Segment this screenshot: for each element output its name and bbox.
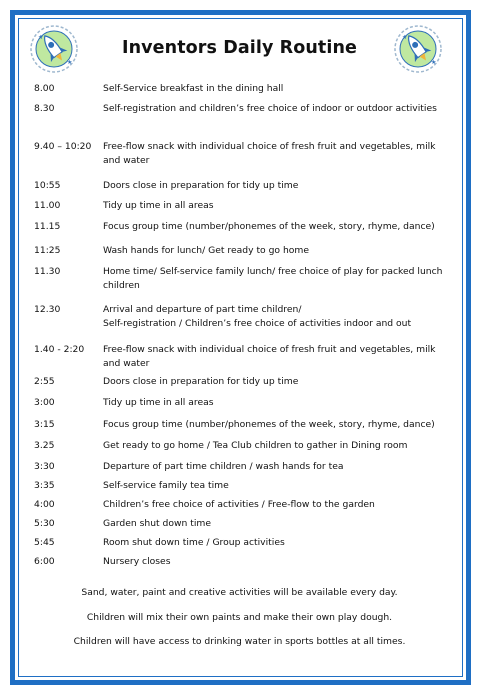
schedule-activity: Tidy up time in all areas: [103, 397, 214, 408]
schedule-time: 5:30: [34, 518, 55, 529]
schedule-activity: Self-registration and children’s free choice of indoor or outdoor activities: [103, 103, 437, 114]
schedule-time: 1.40 - 2:20: [34, 344, 85, 355]
schedule-activity: Self-service family tea time: [103, 480, 229, 491]
schedule-activity: Free-flow snack with individual choice of fresh fruit and vegetables, milk and water: [103, 344, 436, 369]
schedule-time: 11.00: [34, 200, 61, 211]
schedule-time: 10:55: [34, 180, 61, 191]
schedule-time: 8.30: [34, 103, 55, 114]
schedule-time: 3.25: [34, 440, 55, 451]
schedule-activity: Free-flow snack with individual choice of fresh fruit and vegetables, milk and water: [103, 141, 436, 166]
schedule-activity: Children’s free choice of activities / Free-flow to the garden: [103, 499, 375, 510]
schedule-time: 8.00: [34, 83, 55, 94]
schedule-activity: Nursery closes: [103, 556, 171, 567]
svg-text:★: ★: [67, 59, 73, 66]
schedule-activity: Focus group time (number/phonemes of the week, story, rhyme, dance): [103, 419, 435, 430]
schedule-activity: Doors close in preparation for tidy up time: [103, 180, 299, 191]
schedule-activity: Room shut down time / Group activities: [103, 537, 285, 548]
schedule-time: 11.30: [34, 266, 61, 277]
svg-text:★: ★: [402, 34, 408, 41]
schedule-activity: Home time/ Self-service family lunch/ free choice of play for packed lunch children: [103, 266, 443, 291]
note-text: Children will have access to drinking water in sports bottles at all times.: [73, 636, 406, 647]
schedule-activity: Wash hands for lunch/ Get ready to go home: [103, 245, 310, 256]
note-text: Sand, water, paint and creative activities will be available every day.: [81, 587, 398, 598]
schedule-time: 5:45: [34, 537, 55, 548]
schedule-time: 4:00: [34, 499, 55, 510]
schedule-activity: Get ready to go home / Tea Club children to gather in Dining room: [103, 440, 408, 451]
schedule-activity: Arrival and departure of part time children/ Self-registration / Children’s free choice of activities indoor and out: [103, 304, 412, 329]
schedule-time: 6:00: [34, 556, 55, 567]
schedule-activity: Departure of part time children / wash hands for tea: [103, 461, 344, 472]
schedule-time: 9.40 – 10:20: [34, 141, 92, 152]
schedule-activity: Doors close in preparation for tidy up time: [103, 376, 299, 387]
schedule-activity: Tidy up time in all areas: [103, 200, 214, 211]
schedule-time: 11:25: [34, 245, 61, 256]
schedule-time: 3:00: [34, 397, 55, 408]
page-title: Inventors Daily Routine: [121, 38, 357, 58]
schedule-time: 3:30: [34, 461, 55, 472]
schedule-activity: Focus group time (number/phonemes of the week, story, rhyme, dance): [103, 221, 435, 232]
schedule-time: 3:35: [34, 480, 55, 491]
schedule-activity: Self-Service breakfast in the dining hall: [103, 83, 284, 94]
schedule-time: 11.15: [34, 221, 61, 232]
svg-text:★: ★: [431, 59, 437, 66]
schedule-time: 2:55: [34, 376, 55, 387]
note-text: Children will mix their own paints and make their own play dough.: [86, 612, 393, 623]
schedule-activity: Garden shut down time: [103, 518, 212, 529]
svg-text:★: ★: [38, 34, 44, 41]
schedule-time: 12.30: [34, 304, 61, 315]
schedule-time: 3:15: [34, 419, 55, 430]
